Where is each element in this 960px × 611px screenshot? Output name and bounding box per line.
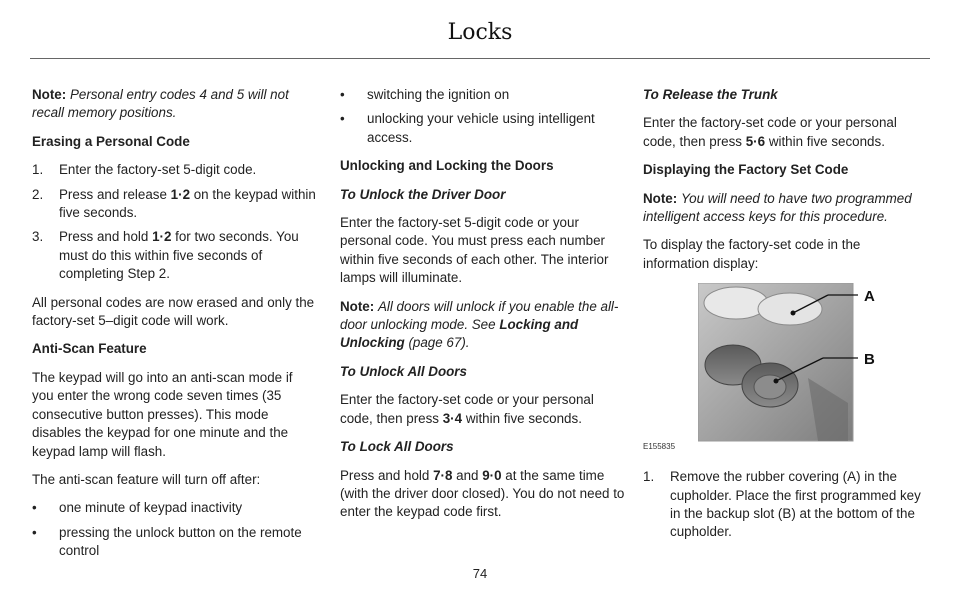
driver-door-text: Enter the factory-set 5-digit code or your personal code. You must press each number within five seconds of each other. The interior lamps will illuminate.: [340, 215, 609, 286]
callout-label-a: A: [864, 288, 875, 306]
cupholder-illustration: [698, 283, 908, 443]
column-3: [643, 86, 928, 552]
factory-code-heading: Displaying the Factory Set Code: [643, 162, 849, 178]
unlock-all-text: Enter the factory-set code or your personal code, then press 3·4 within five seconds.: [340, 392, 594, 426]
figure-id: E155835: [643, 441, 676, 451]
antiscan-bullets-continued: [340, 86, 625, 147]
note-personal-codes: Note: Personal entry codes 4 and 5 will not recall memory positions.: [32, 87, 289, 121]
display-steps-list: [643, 468, 928, 542]
antiscan-bullets: [32, 499, 317, 560]
page-title: Locks: [447, 20, 513, 45]
erasing-heading: Erasing a Personal Code: [32, 133, 190, 149]
trunk-subheading: To Release the Trunk: [643, 87, 778, 102]
driver-door-subheading: To Unlock the Driver Door: [340, 186, 506, 202]
erase-steps-list: [32, 161, 317, 283]
note-all-door-unlock: Note: All doors will unlock if you enable the all-door unlocking mode. See Locking and Unlocking (page 67).: [340, 298, 619, 351]
antiscan-heading: Anti-Scan Feature: [32, 341, 147, 357]
unlock-all-subheading: To Unlock All Doors: [340, 363, 467, 379]
erase-result-text: All personal codes are now erased and only the factory-set 5–digit code will work.: [32, 294, 315, 329]
list-item: 2. Press and release 1·2 on the keypad within five seconds.: [32, 186, 316, 221]
lock-all-subheading: To Lock All Doors: [340, 439, 454, 455]
antiscan-text: The keypad will go into an anti-scan mode if you enter the wrong code seven times (35 consecutive button presses). This mode disables the keypad for one minute and the keypad lamp will flash.: [32, 369, 293, 459]
list-item: • pressing the unlock button on the remote control: [32, 524, 302, 559]
list-item: • switching the ignition on: [340, 87, 510, 102]
rubber-cover-left: [704, 287, 768, 319]
callout-label-b: B: [864, 351, 875, 369]
page-number: 74: [472, 566, 488, 581]
list-item: • one minute of keypad inactivity: [32, 500, 243, 516]
cupholder-figure: [643, 283, 928, 458]
list-item: • unlocking your vehicle using intelligent access.: [340, 111, 595, 145]
lock-all-text: Press and hold 7·8 and 9·0 at the same time (with the driver door closed). You do not need to enter the keypad code first.: [340, 467, 625, 520]
locking-unlocking-link[interactable]: Locking and Unlocking: [340, 317, 579, 351]
header-rule: [30, 58, 930, 59]
column-2: [340, 86, 625, 532]
note-two-keys: Note: You will need to have two programmed intelligent access keys for this procedure.: [643, 190, 912, 225]
antiscan-off-text: The anti-scan feature will turn off after:: [32, 471, 261, 487]
rubber-cover-right: [758, 293, 822, 325]
list-item: 3. Press and hold 1·2 for two seconds. You must do this within five seconds of completing Step 2.: [32, 229, 299, 282]
list-item: 1. Enter the factory-set 5-digit code.: [32, 162, 257, 178]
list-item: 1. Remove the rubber covering (A) in the cupholder. Place the first programmed key in the backup slot (B) at the bottom of the cupholder.: [643, 469, 921, 540]
column-1: [32, 86, 317, 571]
display-intro-text: To display the factory-set code in the information display:: [643, 237, 861, 271]
trunk-text: Enter the factory-set code or your personal code, then press 5·6 within five seconds.: [643, 115, 897, 149]
doors-heading: Unlocking and Locking the Doors: [340, 158, 554, 174]
